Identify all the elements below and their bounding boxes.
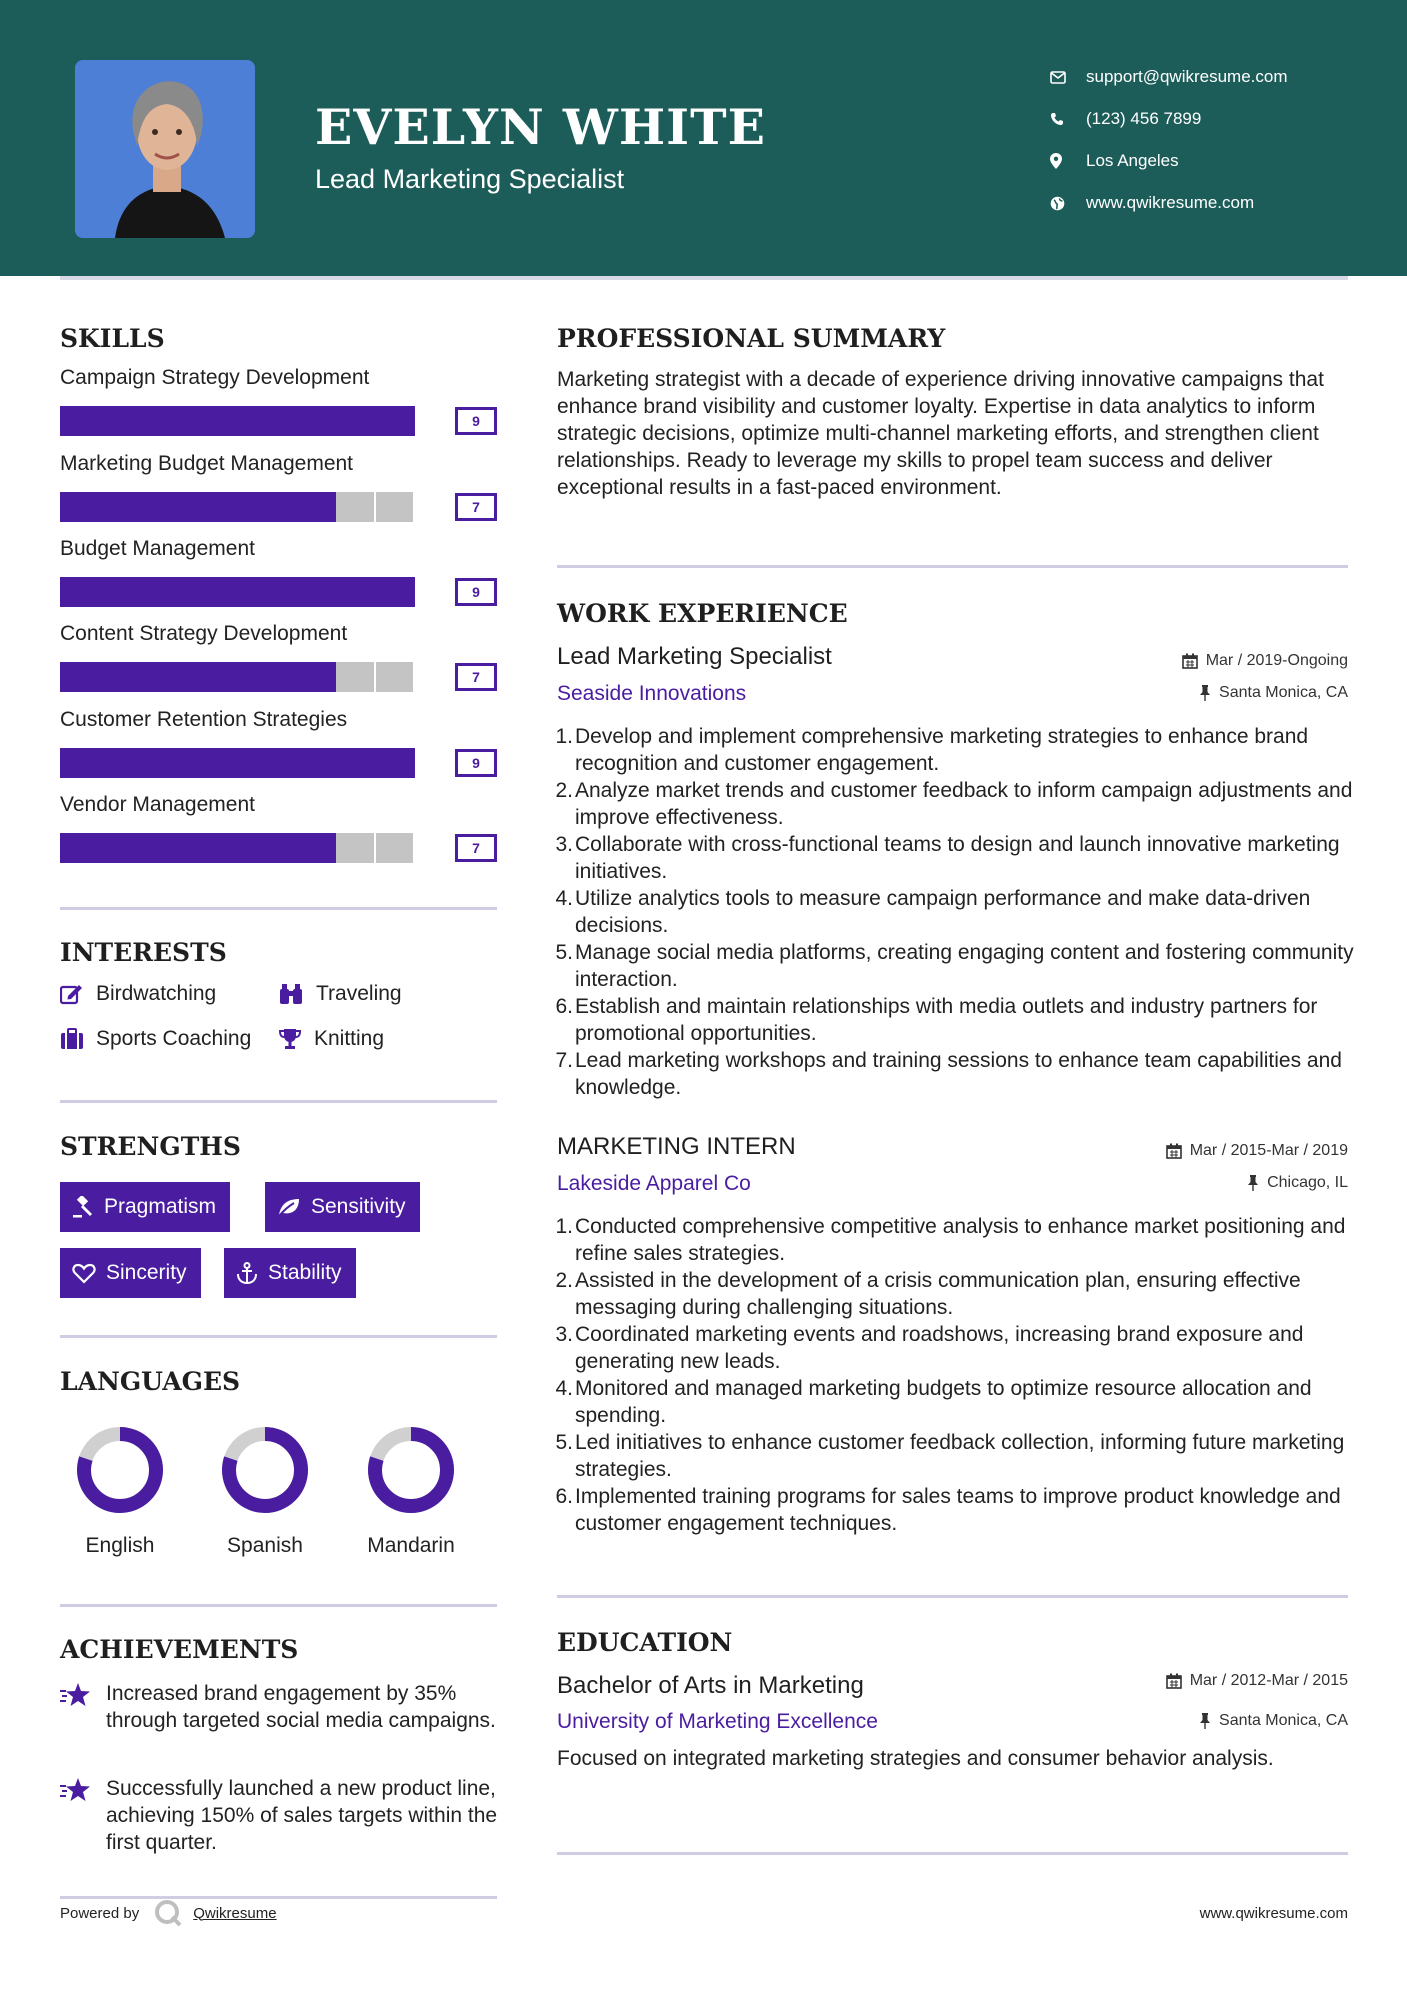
duty-text: Develop and implement comprehensive marketing strategies to enhance brand recognition and customer engagement. [575,725,1309,775]
skill-item [60,366,497,436]
duty-item: 2. Assisted in the development of a crisis communication plan, ensuring effective messaging during challenging situations. [557,1267,1357,1321]
job-dates-text: Mar / 2019-Ongoing [1205,652,1348,669]
strength-label: Stability [268,1261,342,1284]
calendar-icon [1182,653,1198,669]
profile-photo [75,60,255,238]
heart-icon [72,1263,96,1284]
duty-item: 3. Collaborate with cross-functional teams to design and launch innovative marketing initiatives. [557,831,1357,885]
skill-bar-segment [336,492,376,522]
section-divider [60,907,497,910]
skill-score: 9 [455,407,497,435]
achievement-text: Successfully launched a new product line, achieving 150% of sales targets within the first quarter. [106,1777,498,1854]
education-location-text: Santa Monica, CA [1219,1712,1348,1729]
job-location-text: Santa Monica, CA [1219,684,1348,701]
contact-location-text: Los Angeles [1086,151,1179,170]
duty-item: 3. Coordinated marketing events and roadshows, increasing brand exposure and generating new leads. [557,1321,1357,1375]
achievement-item [60,1680,500,1734]
duty-text: Analyze market trends and customer feedback to inform campaign adjustments and improve effectiveness. [575,779,1353,829]
duty-item: 7. Lead marketing workshops and training sessions to enhance team capabilities and knowledge. [557,1047,1357,1101]
job-dates [1166,1142,1348,1160]
duty-text: Monitored and managed marketing budgets to optimize resource allocation and spending. [575,1377,1312,1427]
star-icon [60,1682,92,1708]
header-divider [60,276,1348,280]
section-divider [557,1852,1348,1855]
education-degree: Bachelor of Arts in Marketing [557,1672,864,1699]
skill-bar-fill [60,492,336,522]
job-location [1247,1174,1348,1192]
job-duties [557,1213,1357,1537]
job-duties [557,723,1357,1101]
summary-text: Marketing strategist with a decade of experience driving innovative campaigns that enhance brand visibility and customer loyalty. Expertise in data analytics to inform strategic decisions, optimize multi-channel marketing efforts, and strengthen client relationships. Ready to leverage my skills to propel team success and deliver exceptional results in a fast-paced environment. [557,368,1324,499]
gavel-icon [72,1196,94,1218]
language-ring [75,1425,165,1515]
duty-item: 6. Establish and maintain relationships with media outlets and industry partners for promotional opportunities. [557,993,1357,1047]
section-divider [60,1335,497,1338]
resume-header [0,0,1407,276]
strength-chip [265,1182,420,1232]
job-company: Lakeside Apparel Co [557,1172,751,1195]
envelope-icon [1050,71,1086,84]
duty-text: Collaborate with cross-functional teams to design and launch innovative marketing initiatives. [575,833,1340,883]
skill-label: Content Strategy Development [60,622,348,645]
star-icon [60,1777,92,1803]
skill-bar [60,748,497,778]
education-school: University of Marketing Excellence [557,1710,878,1733]
skill-bar [60,662,497,692]
duty-text: Manage social media platforms, creating engaging content and fostering community interaction. [575,941,1354,991]
skill-bar-fill [60,662,336,692]
duty-item: 5. Led initiatives to enhance customer feedback collection, informing future marketing strategies. [557,1429,1357,1483]
skill-bar-segment [376,833,416,863]
interests-title: INTERESTS [60,938,227,967]
anchor-icon [236,1262,258,1284]
skill-bar-segment [376,492,416,522]
duty-item: 1. Develop and implement comprehensive marketing strategies to enhance brand recognition and customer engagement. [557,723,1357,777]
education-text: Focused on integrated marketing strategies and consumer behavior analysis. [557,1747,1274,1770]
duty-item: 5. Manage social media platforms, creating engaging content and fostering community interaction. [557,939,1357,993]
language-ring [220,1425,310,1515]
skill-bar [60,577,497,607]
language-label: English [85,1534,155,1557]
language-label: Spanish [227,1534,303,1557]
language-item [60,1425,180,1558]
summary-title: PROFESSIONAL SUMMARY [557,324,946,353]
powered-by-text: Powered by [60,1904,140,1922]
duty-item: 1. Conducted comprehensive competitive analysis to enhance market positioning and refine sales strategies. [557,1213,1357,1267]
skill-label: Customer Retention Strategies [60,708,348,731]
contact-list [1050,56,1288,224]
skill-bar-fill [60,833,336,863]
calendar-icon [1166,1673,1182,1689]
briefcase-icon [60,1028,84,1050]
duty-text: Assisted in the development of a crisis communication plan, ensuring effective messaging during challenging situations. [575,1269,1301,1319]
duty-text: Lead marketing workshops and training sessions to enhance team capabilities and knowledge. [575,1049,1342,1099]
contact-email-text: support@qwikresume.com [1086,67,1288,86]
interest-item [60,1027,251,1051]
interest-label: Traveling [316,982,402,1005]
job-title: MARKETING INTERN [557,1133,796,1160]
duty-text: Conducted comprehensive competitive analysis to enhance market positioning and refine sales strategies. [575,1215,1346,1265]
contact-phone[interactable] [1050,98,1288,140]
skill-item [60,708,497,778]
skill-label: Vendor Management [60,793,255,816]
footer-powered-by [60,1898,277,1928]
strength-label: Pragmatism [104,1195,217,1218]
section-divider [60,1100,497,1103]
language-item [351,1425,471,1558]
globe-icon [1050,196,1086,211]
contact-email[interactable] [1050,56,1288,98]
duty-text: Led initiatives to enhance customer feedback collection, informing future marketing strategies. [575,1431,1345,1481]
skill-bar [60,833,497,863]
section-divider [557,1595,1348,1598]
skill-item [60,537,497,607]
job-company: Seaside Innovations [557,682,747,705]
skill-score: 7 [455,663,497,691]
trophy-icon [278,1028,302,1050]
map-pin-icon [1050,153,1086,169]
section-divider [60,1604,497,1607]
leaf-icon [277,1197,301,1217]
calendar-icon [1166,1143,1182,1159]
language-ring [366,1425,456,1515]
language-label: Mandarin [367,1534,455,1557]
skill-score: 9 [455,749,497,777]
duty-text: Coordinated marketing events and roadshows, increasing brand exposure and generating new leads. [575,1323,1304,1373]
achievements-title: ACHIEVEMENTS [60,1635,299,1664]
footer-url[interactable]: www.qwikresume.com [1199,1905,1348,1922]
edit-icon [60,983,84,1005]
skill-score: 9 [455,578,497,606]
strengths-title: STRENGTHS [60,1132,241,1161]
qwikresume-logo-icon [153,1898,183,1928]
skill-bar-fill [60,748,415,778]
contact-website-text: www.qwikresume.com [1086,193,1255,212]
strength-label: Sensitivity [311,1195,406,1218]
interest-label: Birdwatching [96,982,217,1005]
interest-label: Sports Coaching [96,1027,252,1050]
interest-item [278,982,402,1006]
candidate-name: EVELYN WHITE [315,98,766,156]
pushpin-icon [1247,1175,1259,1191]
job-title: Lead Marketing Specialist [557,643,832,670]
duty-text: Utilize analytics tools to measure campaign performance and make data-driven decisions. [575,887,1311,937]
skill-bar-segment [376,662,416,692]
duty-text: Establish and maintain relationships with media outlets and industry partners for promotional opportunities. [575,995,1318,1045]
job-location-text: Chicago, IL [1267,1174,1348,1191]
pushpin-icon [1199,685,1211,701]
skill-bar-segment [336,833,376,863]
skill-bar [60,492,497,522]
education-dates-text: Mar / 2012-Mar / 2015 [1189,1672,1348,1689]
strength-chip [224,1248,356,1298]
skill-bar-fill [60,577,415,607]
pushpin-icon [1199,1713,1211,1729]
strength-chip [60,1248,201,1298]
duty-item: 4. Monitored and managed marketing budgets to optimize resource allocation and spending. [557,1375,1357,1429]
education-location [1199,1712,1348,1730]
section-divider [557,565,1348,568]
job-dates [1182,652,1348,670]
skills-title: SKILLS [60,324,165,353]
skill-label: Budget Management [60,537,255,560]
duty-item: 4. Utilize analytics tools to measure campaign performance and make data-driven decisions. [557,885,1357,939]
candidate-role: Lead Marketing Specialist [315,164,625,194]
duty-item: 2. Analyze market trends and customer feedback to inform campaign adjustments and improve effectiveness. [557,777,1357,831]
brand-link[interactable]: Qwikresume [193,1904,277,1922]
phone-icon [1050,112,1086,126]
skill-label: Campaign Strategy Development [60,366,370,389]
interest-item [60,982,216,1006]
job-dates-text: Mar / 2015-Mar / 2019 [1189,1142,1348,1159]
contact-phone-text: (123) 456 7899 [1086,109,1202,128]
languages-title: LANGUAGES [60,1367,241,1396]
contact-location [1050,140,1288,182]
interest-item [278,1027,384,1051]
duty-text: Implemented training programs for sales teams to improve product knowledge and customer engagement techniques. [575,1485,1341,1535]
duty-item: 6. Implemented training programs for sales teams to improve product knowledge and customer engagement techniques. [557,1483,1357,1537]
skill-score: 7 [455,493,497,521]
skill-item [60,793,497,863]
contact-website[interactable] [1050,182,1288,224]
binoculars-icon [278,983,304,1005]
skill-score: 7 [455,834,497,862]
education-title: EDUCATION [557,1628,733,1657]
achievement-text: Increased brand engagement by 35% through targeted social media campaigns. [106,1682,496,1732]
skill-bar-segment [336,662,376,692]
skill-bar [60,406,497,436]
skill-item [60,452,497,522]
experience-title: WORK EXPERIENCE [557,599,848,628]
job-location [1199,684,1348,702]
education-dates [1166,1672,1348,1690]
skill-label: Marketing Budget Management [60,452,354,475]
strength-label: Sincerity [106,1261,187,1284]
interest-label: Knitting [314,1027,385,1050]
strength-chip [60,1182,230,1232]
skill-bar-fill [60,406,415,436]
language-item [205,1425,325,1558]
skill-item [60,622,497,692]
achievement-item [60,1775,500,1856]
